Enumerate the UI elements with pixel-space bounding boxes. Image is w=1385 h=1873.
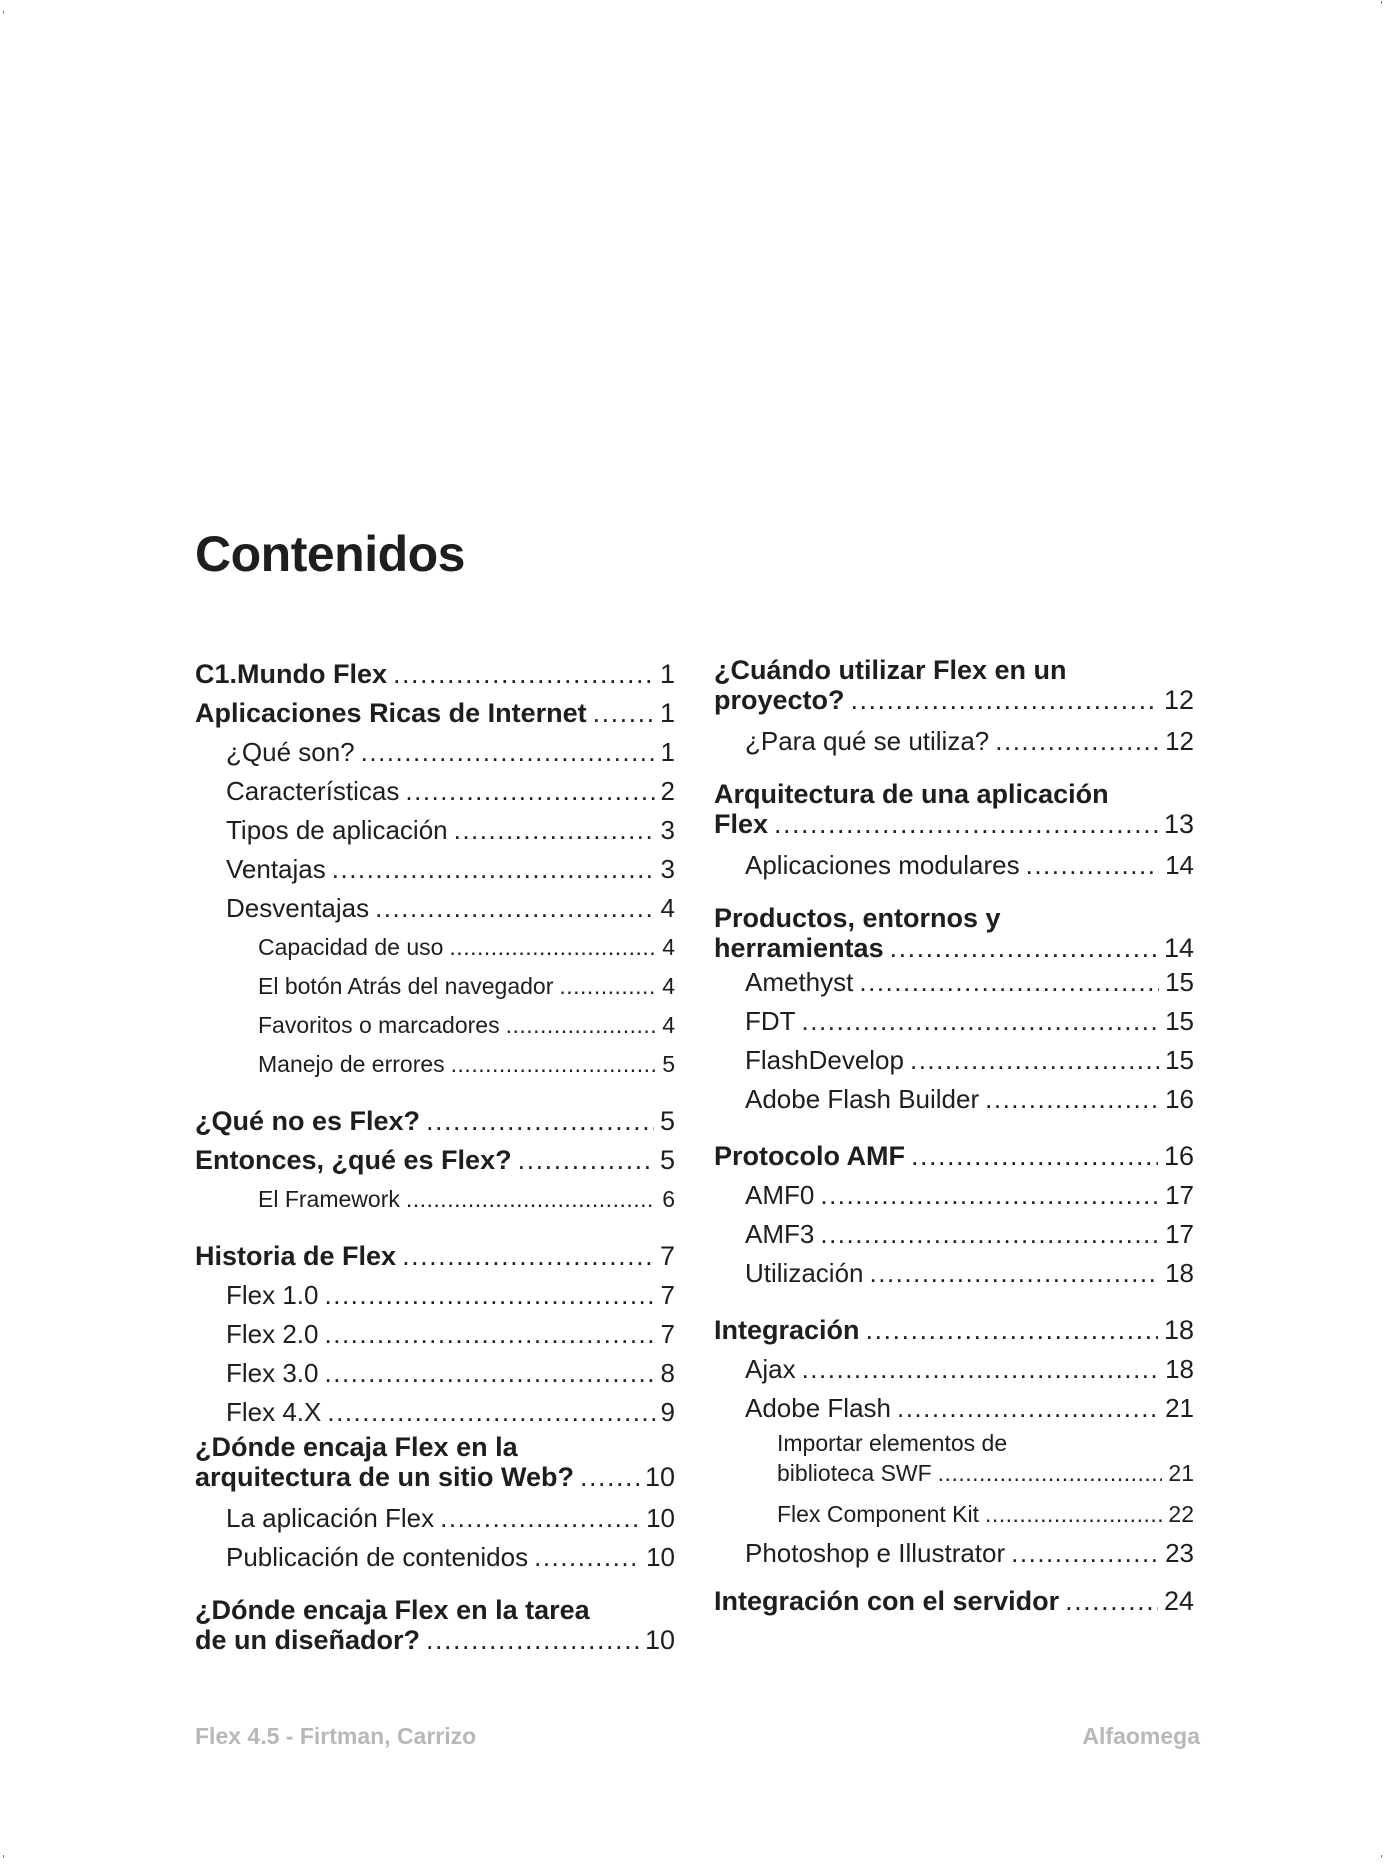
crop-mark: ' (2, 10, 5, 21)
dot-leader (426, 1625, 639, 1655)
dot-leader (405, 772, 654, 811)
dot-leader (985, 1495, 1162, 1534)
toc-page-number: 1 (660, 737, 675, 767)
toc-page-number: 15 (1165, 1045, 1194, 1075)
toc-entry-label: AMF3 (745, 1219, 815, 1249)
toc-entry-label: Amethyst (745, 967, 854, 997)
toc-entry[interactable] (714, 1534, 1194, 1573)
toc-entry-label-continued: biblioteca SWF (777, 1460, 932, 1486)
toc-entry-label: El botón Atrás del navegador (258, 973, 554, 999)
dot-leader (897, 1389, 1159, 1428)
toc-page-number: 7 (659, 1241, 675, 1271)
toc-entry-label: Tipos de aplicación (226, 815, 448, 845)
toc-entry[interactable] (195, 1276, 675, 1315)
toc-page-number: 21 (1165, 1393, 1194, 1423)
toc-page-number: 4 (662, 973, 675, 999)
toc-entry[interactable] (195, 1102, 675, 1141)
toc-entry-label: El Framework (258, 1186, 400, 1212)
toc-entry[interactable] (714, 722, 1194, 761)
toc-entry[interactable] (714, 1137, 1194, 1176)
toc-page-number: 1 (659, 698, 675, 728)
crop-mark: ' (1380, 1854, 1383, 1865)
toc-entry-label: Flex 1.0 (226, 1280, 319, 1310)
dot-leader (361, 733, 655, 772)
dot-leader (938, 1458, 1163, 1488)
toc-page-number: 17 (1165, 1180, 1194, 1210)
toc-page-number: 16 (1165, 1084, 1194, 1114)
toc-entry-label: ¿Cuándo utilizar Flex en un (714, 655, 1067, 685)
toc-page-number: 22 (1168, 1501, 1194, 1527)
toc-entry-label: Historia de Flex (195, 1241, 397, 1271)
dot-leader (325, 1354, 655, 1393)
toc-entry[interactable] (195, 1595, 675, 1655)
toc-entry[interactable] (714, 655, 1194, 715)
dot-leader (890, 933, 1158, 963)
toc-entry-label-continued: Flex (714, 809, 769, 839)
toc-entry[interactable] (195, 811, 675, 850)
toc-entry[interactable] (714, 1350, 1194, 1389)
toc-entry[interactable] (195, 1538, 675, 1577)
toc-page-number: 18 (1163, 1315, 1194, 1345)
toc-page-number: 17 (1165, 1219, 1194, 1249)
toc-page-number: 9 (660, 1397, 675, 1427)
toc-entry-label: C1.Mundo Flex (195, 659, 388, 689)
toc-page-number: 6 (662, 1186, 675, 1212)
dot-leader (774, 809, 1158, 839)
dot-leader (820, 1215, 1159, 1254)
dot-leader (406, 1180, 656, 1219)
toc-page-number: 24 (1163, 1586, 1194, 1616)
toc-entry-label: Desventajas (226, 893, 370, 923)
toc-page-number: 3 (660, 815, 675, 845)
toc-page-number: 18 (1165, 1258, 1194, 1288)
toc-entry[interactable] (714, 963, 1194, 1002)
toc-page-number: 2 (660, 776, 675, 806)
toc-entry-label: Entonces, ¿qué es Flex? (195, 1145, 512, 1175)
toc-right-column (714, 655, 1194, 1621)
dot-leader (534, 1538, 640, 1577)
toc-entry[interactable] (195, 1237, 675, 1276)
toc-entry[interactable] (195, 1141, 675, 1180)
toc-entry[interactable] (714, 1311, 1194, 1350)
toc-entry-label: ¿Qué no es Flex? (195, 1106, 421, 1136)
toc-page-number: 10 (646, 1542, 675, 1572)
toc-page-number: 5 (662, 1051, 675, 1077)
toc-entry[interactable] (714, 1428, 1194, 1488)
toc-page-number: 4 (662, 1012, 675, 1038)
toc-page-number: 1 (659, 659, 675, 689)
toc-entry[interactable] (195, 772, 675, 811)
toc-entry-label: Utilización (745, 1258, 864, 1288)
toc-entry-label: FDT (745, 1006, 796, 1036)
dot-leader (402, 1237, 654, 1276)
dot-leader (332, 850, 655, 889)
toc-entry[interactable] (195, 1499, 675, 1538)
toc-entry-label: Productos, entornos y (714, 903, 1001, 933)
toc-page-number: 10 (644, 1462, 675, 1492)
dot-leader (440, 1499, 640, 1538)
toc-entry-label-continued: de un diseñador? (195, 1625, 421, 1655)
toc-entry-label: Adobe Flash (745, 1393, 891, 1423)
toc-entry-label: Protocolo AMF (714, 1141, 905, 1171)
dot-leader (820, 1176, 1159, 1215)
toc-entry-label: ¿Qué son? (226, 737, 355, 767)
toc-entry[interactable] (195, 928, 675, 967)
toc-entry[interactable] (195, 1393, 675, 1432)
dot-leader (802, 1002, 1160, 1041)
dot-leader (910, 1041, 1159, 1080)
toc-entry-label: Aplicaciones Ricas de Internet (195, 698, 587, 728)
toc-page-number: 7 (660, 1319, 675, 1349)
toc-entry-label: Capacidad de uso (258, 934, 444, 960)
toc-entry[interactable] (195, 1354, 675, 1393)
dot-leader (1065, 1582, 1158, 1621)
toc-entry[interactable] (714, 1080, 1194, 1119)
toc-entry-label: Características (226, 776, 400, 806)
toc-page-number: 4 (662, 934, 675, 960)
toc-entry[interactable] (714, 1215, 1194, 1254)
dot-leader (866, 1311, 1158, 1350)
footer-publisher: Alfaomega (1082, 1723, 1200, 1749)
dot-leader (449, 928, 656, 967)
toc-page-number: 12 (1165, 726, 1194, 756)
dot-leader (426, 1102, 654, 1141)
toc-entry[interactable] (195, 1006, 675, 1045)
dot-leader (985, 1080, 1159, 1119)
toc-entry[interactable] (195, 967, 675, 1006)
dot-leader (1026, 846, 1159, 885)
toc-entry[interactable] (714, 779, 1194, 839)
toc-entry-label: FlashDevelop (745, 1045, 904, 1075)
dot-leader (851, 685, 1158, 715)
toc-entry[interactable] (195, 1180, 675, 1219)
toc-entry[interactable] (714, 846, 1194, 885)
dot-leader (518, 1141, 654, 1180)
toc-entry-label-continued: proyecto? (714, 685, 845, 715)
toc-entry[interactable] (195, 1315, 675, 1354)
dot-leader (1011, 1534, 1159, 1573)
toc-page-number: 4 (660, 893, 675, 923)
toc-entry-label: ¿Dónde encaja Flex en la (195, 1432, 518, 1462)
toc-entry-label: Flex 4.X (226, 1397, 322, 1427)
toc-page-number: 3 (660, 854, 675, 884)
toc-entry[interactable] (714, 903, 1194, 963)
toc-entry[interactable] (195, 1432, 675, 1492)
toc-page-number: 12 (1163, 685, 1194, 715)
dot-leader (911, 1137, 1158, 1176)
crop-mark: ' (2, 1854, 5, 1865)
toc-entry-label: Adobe Flash Builder (745, 1084, 980, 1114)
dot-leader (802, 1350, 1160, 1389)
toc-page-number: 21 (1168, 1460, 1194, 1486)
toc-entry-label: Photoshop e Illustrator (745, 1538, 1006, 1568)
dot-leader (375, 889, 654, 928)
page-title: Contenidos (195, 526, 465, 582)
toc-page-number: 14 (1163, 933, 1194, 963)
toc-entry[interactable] (195, 733, 675, 772)
dot-leader (325, 1276, 655, 1315)
toc-entry-label: Integración con el servidor (714, 1586, 1060, 1616)
toc-entry-label: Ventajas (226, 854, 326, 884)
toc-entry[interactable] (714, 1495, 1194, 1534)
dot-leader (393, 655, 654, 694)
toc-entry[interactable] (195, 655, 675, 694)
dot-leader (327, 1393, 654, 1432)
toc-entry[interactable] (714, 1254, 1194, 1293)
toc-entry-label: Flex 3.0 (226, 1358, 319, 1388)
toc-entry-label: Manejo de errores (258, 1051, 445, 1077)
toc-entry-label: Ajax (745, 1354, 796, 1384)
toc-page-number: 5 (659, 1106, 675, 1136)
dot-leader (451, 1045, 657, 1084)
toc-entry[interactable] (714, 1176, 1194, 1215)
toc-entry-label: Importar elementos de (777, 1430, 1008, 1456)
toc-entry[interactable] (195, 694, 675, 733)
toc-page-number: 8 (660, 1358, 675, 1388)
dot-leader (325, 1315, 655, 1354)
toc-entry[interactable] (714, 1002, 1194, 1041)
toc-entry[interactable] (195, 1045, 675, 1084)
toc-page-number: 16 (1163, 1141, 1194, 1171)
toc-entry[interactable] (714, 1582, 1194, 1621)
crop-mark: ' (1380, 0, 1383, 11)
toc-page-number: 18 (1165, 1354, 1194, 1384)
toc-entry[interactable] (714, 1041, 1194, 1080)
dot-leader (870, 1254, 1160, 1293)
dot-leader (559, 967, 656, 1006)
toc-page-number: 10 (646, 1503, 675, 1533)
toc-page-number: 15 (1165, 1006, 1194, 1036)
toc-entry-label: Flex Component Kit (777, 1501, 979, 1527)
toc-page-number: 13 (1163, 809, 1194, 839)
dot-leader (859, 963, 1159, 1002)
dot-leader (454, 811, 655, 850)
toc-page-number: 5 (659, 1145, 675, 1175)
toc-page-number: 14 (1165, 850, 1194, 880)
toc-entry[interactable] (714, 1389, 1194, 1428)
dot-leader (506, 1006, 657, 1045)
toc-entry-label: AMF0 (745, 1180, 815, 1210)
toc-entry-label: ¿Para qué se utiliza? (745, 726, 990, 756)
toc-left-column (195, 655, 675, 1655)
dot-leader (580, 1462, 639, 1492)
footer-book-title: Flex 4.5 - Firtman, Carrizo (195, 1723, 477, 1749)
toc-entry-label-continued: herramientas (714, 933, 884, 963)
toc-entry-label-continued: arquitectura de un sitio Web? (195, 1462, 575, 1492)
toc-page-number: 10 (644, 1625, 675, 1655)
toc-entry[interactable] (195, 850, 675, 889)
toc-entry-label: Aplicaciones modulares (745, 850, 1020, 880)
dot-leader (995, 722, 1159, 761)
toc-entry-label: La aplicación Flex (226, 1503, 435, 1533)
toc-page-number: 23 (1165, 1538, 1194, 1568)
toc-entry-label: Flex 2.0 (226, 1319, 319, 1349)
toc-entry-label: Publicación de contenidos (226, 1542, 529, 1572)
dot-leader (593, 694, 654, 733)
toc-page-number: 15 (1165, 967, 1194, 997)
toc-entry-label: ¿Dónde encaja Flex en la tarea (195, 1595, 590, 1625)
toc-entry-label: Arquitectura de una aplicación (714, 779, 1109, 809)
toc-entry-label: Favoritos o marcadores (258, 1012, 500, 1038)
toc-page-number: 7 (660, 1280, 675, 1310)
toc-entry-label: Integración (714, 1315, 860, 1345)
toc-entry[interactable] (195, 889, 675, 928)
